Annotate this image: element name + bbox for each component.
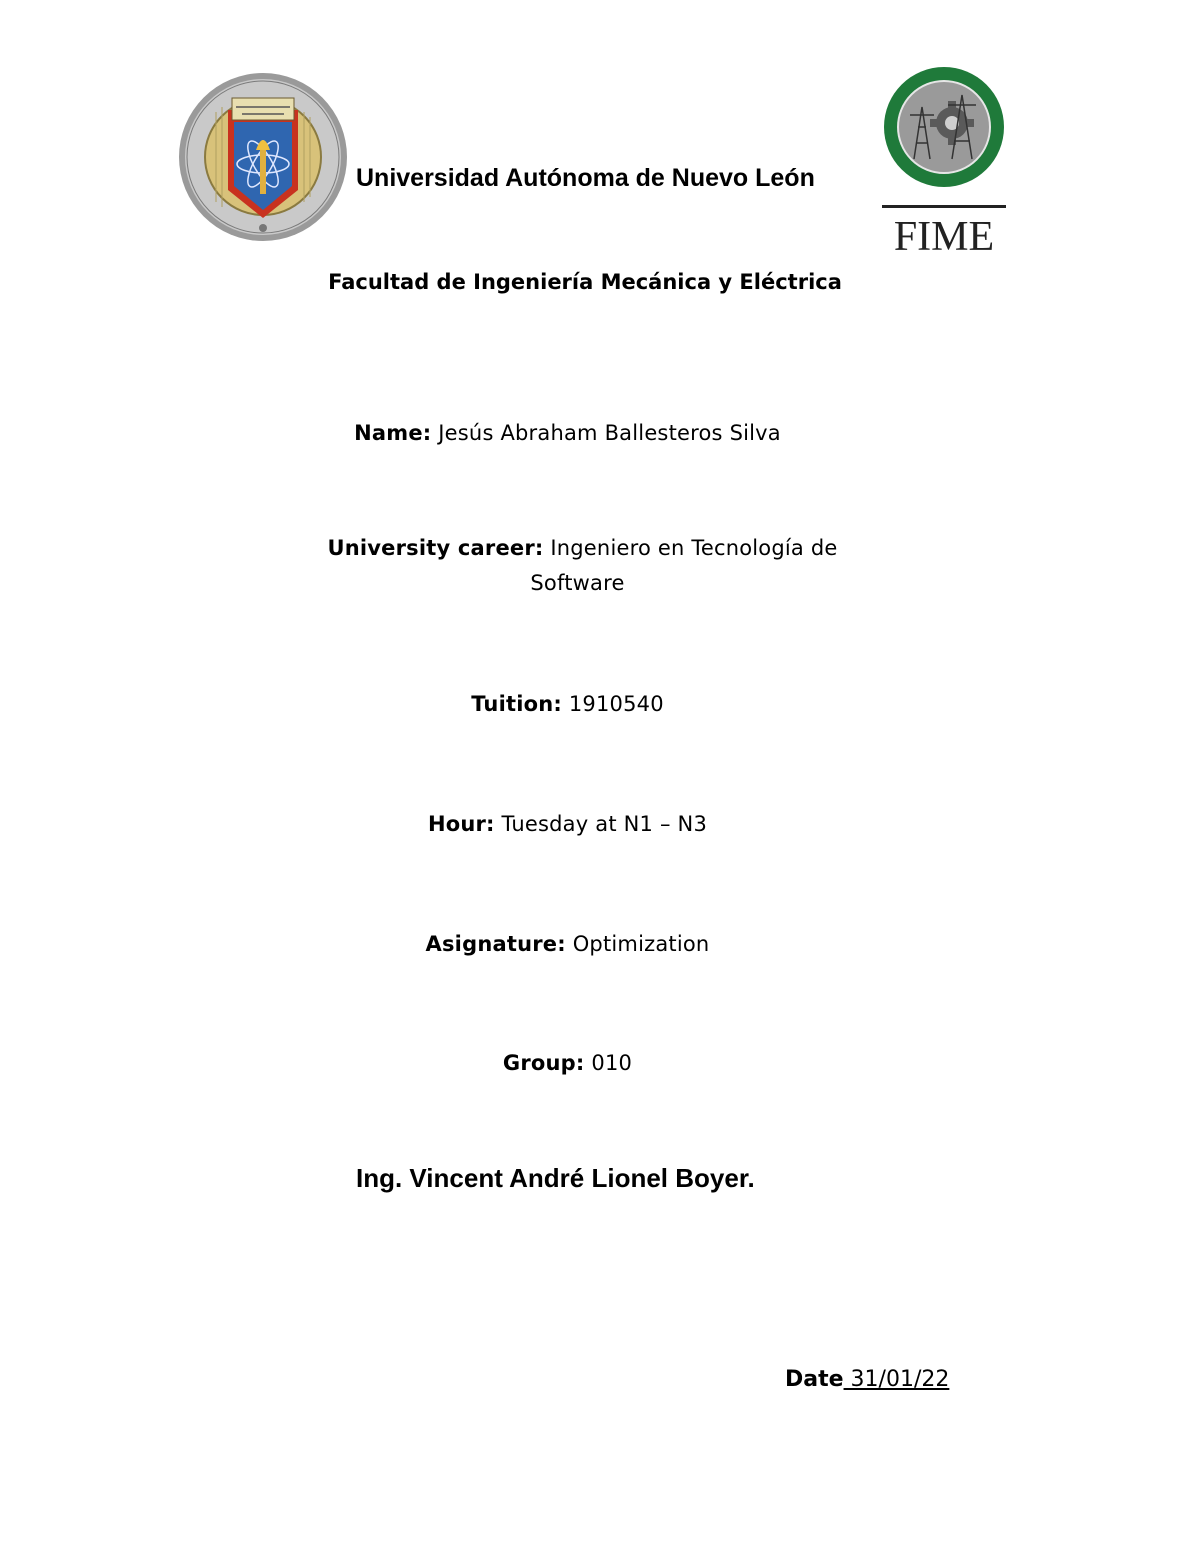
asignature-label: Asignature: bbox=[425, 932, 566, 956]
group-value: 010 bbox=[584, 1051, 633, 1075]
date-label: Date bbox=[785, 1367, 844, 1392]
asignature-value: Optimization bbox=[565, 932, 710, 956]
tuition-value: 1910540 bbox=[561, 692, 664, 716]
fime-logo bbox=[882, 55, 1010, 255]
hour-label: Hour: bbox=[427, 812, 495, 836]
hour-line bbox=[0, 812, 1135, 836]
svg-text:FIME: FIME bbox=[893, 214, 995, 255]
career-value-line2: Software bbox=[530, 571, 625, 595]
tuition-label: Tuition: bbox=[471, 692, 562, 716]
group-label: Group: bbox=[502, 1051, 585, 1075]
hour-value: Tuesday at N1 – N3 bbox=[494, 812, 708, 836]
asignature-line bbox=[0, 932, 1135, 956]
career-line bbox=[15, 536, 1150, 560]
career-line-2 bbox=[10, 571, 1145, 595]
teacher-name: Ing. Vincent André Lionel Boyer. bbox=[356, 1163, 755, 1193]
name-label: Name: bbox=[354, 421, 432, 445]
tuition-line bbox=[0, 692, 1135, 716]
name-line bbox=[0, 421, 1135, 445]
date-value: 31/01/22 bbox=[843, 1367, 950, 1392]
faculty-name: Facultad de Ingeniería Mecánica y Eléctrica bbox=[328, 270, 842, 294]
university-name: Universidad Autónoma de Nuevo León bbox=[356, 164, 815, 192]
name-value: Jesús Abraham Ballesteros Silva bbox=[431, 421, 781, 445]
career-label: University career: bbox=[327, 536, 544, 560]
career-value: Ingeniero en Tecnología de bbox=[543, 536, 838, 560]
uanl-seal-logo bbox=[176, 72, 350, 242]
group-line bbox=[0, 1051, 1135, 1075]
date-line bbox=[785, 1367, 949, 1392]
